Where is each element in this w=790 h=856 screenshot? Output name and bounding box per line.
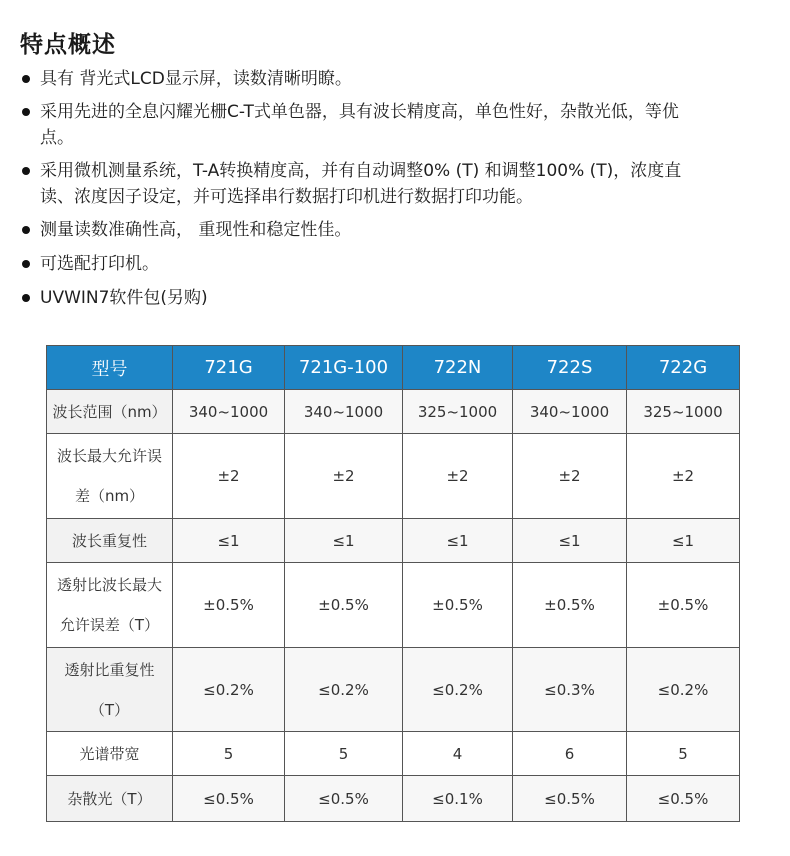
row-label: 透射比重复性（T）	[47, 648, 173, 732]
spec-table	[46, 345, 740, 822]
table-cell: ≤0.5%	[285, 776, 403, 822]
feature-list	[22, 66, 722, 311]
header-model: 721G	[173, 346, 285, 390]
table-cell: 325~1000	[627, 390, 740, 434]
feature-text: 采用先进的全息闪耀光栅C-T式单色器，具有波长精度高，单色性好，杂散光低，等优点。	[40, 102, 679, 148]
row-label: 波长最大允许误差（nm）	[47, 434, 173, 519]
table-cell: 6	[513, 732, 627, 776]
feature-item	[22, 251, 722, 277]
feature-item	[22, 99, 722, 151]
table-cell: ≤0.5%	[173, 776, 285, 822]
feature-text: 测量读数准确性高， 重现性和稳定性佳。	[40, 220, 352, 240]
header-label: 型号	[47, 346, 173, 390]
table-cell: ≤0.2%	[627, 648, 740, 732]
table-cell: ≤0.2%	[403, 648, 513, 732]
table-cell: ±0.5%	[513, 563, 627, 648]
table-cell: ±2	[403, 434, 513, 519]
table-row	[47, 519, 740, 563]
row-label: 光谱带宽	[47, 732, 173, 776]
header-model: 721G-100	[285, 346, 403, 390]
bullet-icon	[22, 75, 30, 83]
table-header-row	[47, 346, 740, 390]
table-cell: ≤0.1%	[403, 776, 513, 822]
table-cell: 5	[627, 732, 740, 776]
bullet-icon	[22, 260, 30, 268]
feature-item	[22, 217, 722, 243]
table-cell: ≤0.3%	[513, 648, 627, 732]
feature-text: 具有 背光式LCD显示屏，读数清晰明瞭。	[40, 69, 352, 89]
table-cell: ≤0.5%	[627, 776, 740, 822]
table-cell: ±0.5%	[403, 563, 513, 648]
table-cell: ≤1	[513, 519, 627, 563]
table-cell: ≤1	[403, 519, 513, 563]
header-model: 722S	[513, 346, 627, 390]
feature-text: 可选配打印机。	[40, 254, 159, 274]
bullet-icon	[22, 167, 30, 175]
table-row	[47, 648, 740, 732]
table-cell: ≤0.5%	[513, 776, 627, 822]
table-row	[47, 776, 740, 822]
table-cell: ±2	[285, 434, 403, 519]
table-cell: 325~1000	[403, 390, 513, 434]
table-cell: ±2	[173, 434, 285, 519]
feature-text: UVWIN7软件包(另购)	[40, 288, 208, 308]
section-heading: 特点概述	[20, 32, 116, 58]
feature-item	[22, 66, 722, 92]
table-cell: ±0.5%	[173, 563, 285, 648]
table-cell: ±2	[627, 434, 740, 519]
table-cell: ±0.5%	[285, 563, 403, 648]
table-row	[47, 390, 740, 434]
table-cell: ≤1	[285, 519, 403, 563]
header-model: 722N	[403, 346, 513, 390]
table-cell: ≤0.2%	[173, 648, 285, 732]
table-cell: 340~1000	[285, 390, 403, 434]
row-label: 波长重复性	[47, 519, 173, 563]
table-row	[47, 732, 740, 776]
table-cell: 5	[285, 732, 403, 776]
bullet-icon	[22, 108, 30, 116]
feature-text: 采用微机测量系统，T-A转换精度高，并有自动调整0% (T) 和调整100% (T)，浓度直读、浓度因子设定，并可选择串行数据打印机进行数据打印功能。	[40, 161, 682, 207]
row-label: 透射比波长最大允许误差（T）	[47, 563, 173, 648]
table-row	[47, 563, 740, 648]
table-cell: 340~1000	[173, 390, 285, 434]
row-label: 杂散光（T）	[47, 776, 173, 822]
table-cell: ≤1	[173, 519, 285, 563]
feature-item	[22, 285, 722, 311]
table-cell: ±0.5%	[627, 563, 740, 648]
table-cell: 5	[173, 732, 285, 776]
bullet-icon	[22, 294, 30, 302]
table-cell: ±2	[513, 434, 627, 519]
row-label: 波长范围（nm）	[47, 390, 173, 434]
bullet-icon	[22, 226, 30, 234]
table-cell: ≤0.2%	[285, 648, 403, 732]
table-cell: 340~1000	[513, 390, 627, 434]
feature-item	[22, 158, 722, 210]
table-cell: ≤1	[627, 519, 740, 563]
table-cell: 4	[403, 732, 513, 776]
header-model: 722G	[627, 346, 740, 390]
table-row	[47, 434, 740, 519]
